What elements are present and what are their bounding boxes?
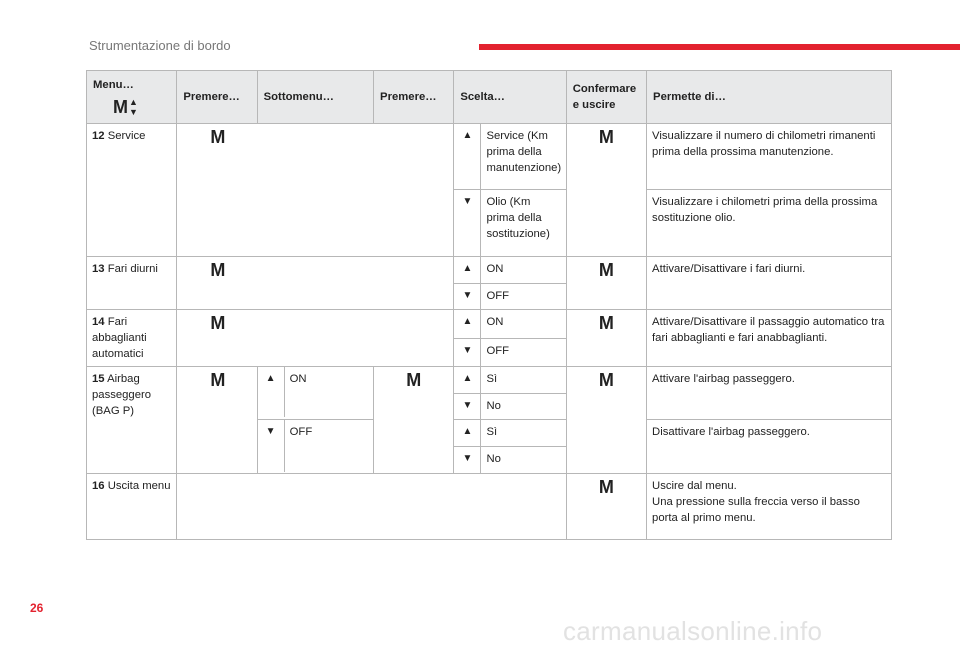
down-arrow-icon: ▼ [454, 447, 481, 474]
header-press-1: Premere… [177, 71, 257, 124]
desc-service-oil: Visualizzare i chilometri prima della prossima sostituzione olio. [647, 190, 892, 257]
menu-item-daylights: 13 Fari diurni [87, 257, 177, 310]
choice-service-oil: Olio (Km prima della sostituzione) [481, 190, 566, 257]
header-menu: Menu… M ▲ ▼ [87, 71, 177, 124]
table-header-row [87, 71, 892, 124]
m-button-icon: M [598, 313, 614, 333]
choice-no: No [481, 394, 566, 420]
desc-airbag-off: Disattivare l'airbag passeggero. [647, 420, 892, 474]
header-confirm: Confermare e uscire [566, 71, 646, 124]
header-submenu: Sottomenu… [257, 71, 373, 124]
choice-on: ON [481, 310, 566, 339]
menu-table [86, 70, 892, 540]
menu-item-service: 12 Service [87, 124, 177, 257]
header-press-2: Premere… [374, 71, 454, 124]
submenu-off: OFF [289, 426, 313, 438]
down-arrow-icon: ▼ [454, 190, 481, 257]
m-button-icon: M [598, 477, 614, 497]
up-arrow-icon: ▲ [129, 97, 138, 107]
menu-item-exit: 16 Uscita menu [87, 474, 177, 540]
m-button-icon: M [598, 370, 614, 390]
m-button-icon: M [598, 127, 614, 147]
choice-on: ON [481, 257, 566, 284]
table-row [87, 124, 892, 190]
up-arrow-icon: ▲ [454, 367, 481, 394]
header-allows: Permette di… [647, 71, 892, 124]
desc-auto-headlights: Attivare/Disattivare il passaggio automatico tra fari abbaglianti e fari anabbaglianti. [647, 310, 892, 367]
choice-off: OFF [481, 338, 566, 367]
desc-exit: Uscire dal menu. Una pressione sulla freccia verso il basso porta al primo menu. [647, 474, 892, 540]
down-arrow-icon: ▼ [258, 420, 285, 472]
choice-service-km: Service (Km prima della manutenzione) [481, 124, 566, 190]
choice-yes: Sì [481, 420, 566, 447]
m-button-icon: M [598, 260, 614, 280]
up-arrow-icon: ▲ [454, 420, 481, 447]
section-title: Strumentazione di bordo [89, 38, 231, 53]
table-row [87, 310, 892, 339]
up-arrow-icon: ▲ [258, 367, 285, 417]
choice-no: No [481, 447, 566, 474]
section-accent-bar [479, 44, 960, 50]
submenu-on: ON [289, 373, 307, 385]
header-choice: Scelta… [454, 71, 566, 124]
menu-item-auto-headlights: 14 Fari abbaglianti automatici [87, 310, 177, 367]
desc-service-km: Visualizzare il numero di chilometri rimanenti prima della prossima manutenzione. [647, 124, 892, 190]
down-arrow-icon: ▼ [454, 284, 481, 310]
table-row [87, 257, 892, 284]
down-arrow-icon: ▼ [129, 107, 138, 117]
table-row [87, 367, 892, 394]
down-arrow-icon: ▼ [454, 338, 481, 367]
page-number: 26 [30, 601, 44, 615]
desc-daylights: Attivare/Disattivare i fari diurni. [647, 257, 892, 310]
up-arrow-icon: ▲ [454, 124, 481, 190]
m-button-icon: M [210, 260, 226, 280]
desc-airbag-on: Attivare l'airbag passeggero. [647, 367, 892, 420]
choice-yes: Sì [481, 367, 566, 394]
menu-item-airbag: 15 Airbag passeggero (BAG P) [87, 367, 177, 474]
up-arrow-icon: ▲ [454, 257, 481, 284]
m-button-icon: M [406, 370, 422, 390]
m-button-icon: M [210, 313, 226, 333]
choice-off: OFF [481, 284, 566, 310]
watermark: carmanualsonline.info [563, 616, 823, 646]
m-button-icon: M [210, 370, 226, 390]
table-row [87, 474, 892, 540]
menu-nav-icon: M ▲ ▼ [113, 97, 138, 117]
down-arrow-icon: ▼ [454, 394, 481, 420]
up-arrow-icon: ▲ [454, 310, 481, 339]
m-button-icon: M [210, 127, 226, 147]
